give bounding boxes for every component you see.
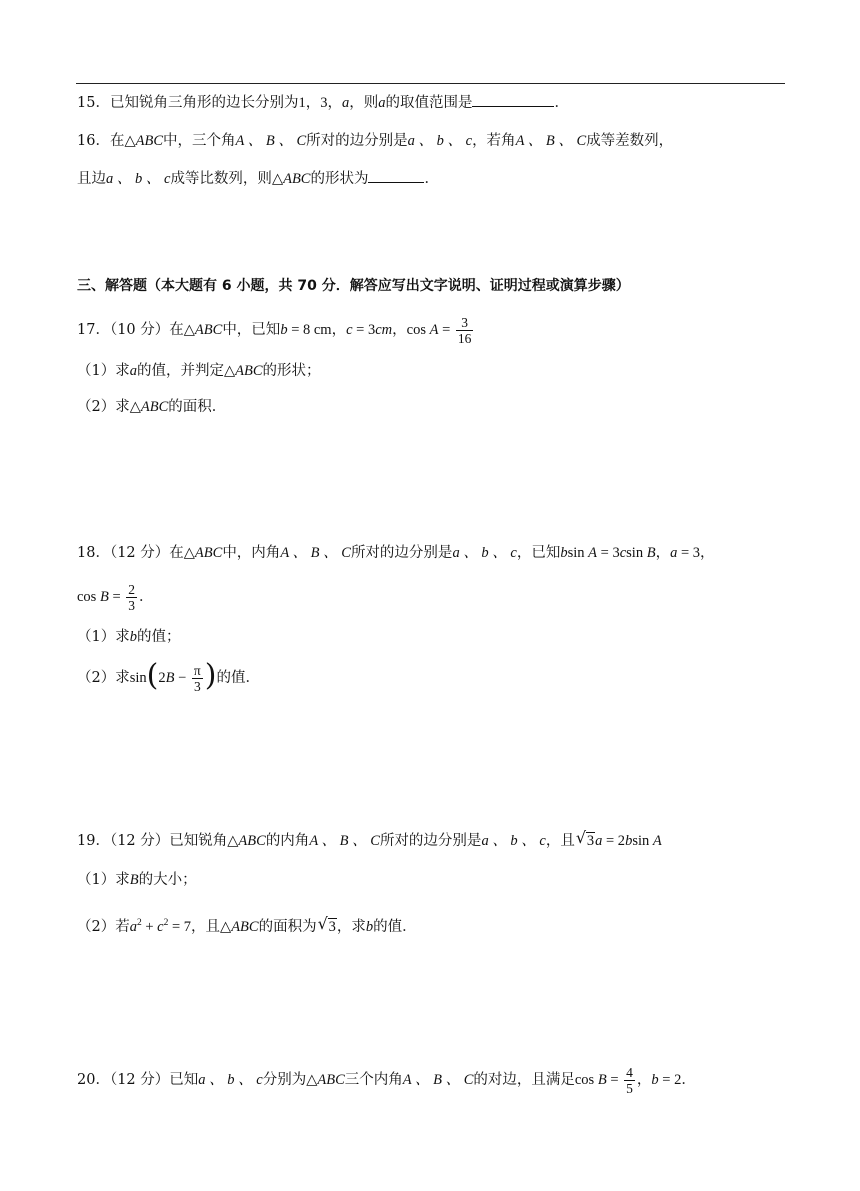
question-17-part-2: （2）求△ABC的面积． xyxy=(77,399,227,415)
question-number: 17． xyxy=(77,322,110,338)
question-16-line-2: 且边a 、 b 、 c成等比数列，则△ABC的形状为 ． xyxy=(77,168,439,189)
question-18-part-1: （1）求b的值； xyxy=(77,629,181,645)
fraction: $\frac{\pi}{3}$ xyxy=(193,662,201,694)
section-heading: 三、解答题（本大题有 6 小题，共 70 分．解答应写出文字说明、证明过程或演算步骤） xyxy=(77,278,630,294)
sqrt: √ 3 xyxy=(319,917,337,937)
question-number: 16． xyxy=(77,133,110,149)
question-15: 15．已知锐角三角形的边长分别为1，3，a，则a的取值范围是 ． xyxy=(77,92,569,113)
question-number: 20． xyxy=(77,1072,110,1088)
sqrt: √ 3 xyxy=(577,831,595,851)
left-paren: ( xyxy=(146,658,159,693)
question-19: 19．（12 分）已知锐角△ABC的内角A 、 B 、 C所对的边分别是a 、 b 、 c，且√ 3a = 2bsin A xyxy=(77,831,662,851)
question-17-part-1: （1）求a的值，并判定△ABC的形状； xyxy=(77,363,321,379)
question-18-part-2: （2）求sin(2B − $\frac{\pi}{3}$ )的值． xyxy=(77,658,260,694)
question-17: 17．（10 分）在△ABC中，已知b = 8 cm，c = 3cm，cos A = $\frac{3}{16}$ xyxy=(77,314,472,346)
answer-blank[interactable] xyxy=(472,92,554,107)
question-19-part-2: （2）若$a^2 + c^2 = 7$，且△ABC的面积为√ 3，求b的值． xyxy=(77,913,417,937)
fraction: $\frac{2}{3}$ xyxy=(128,581,136,613)
question-16: 16．在△ABC中，三个角A 、 B 、 C所对的边分别是a 、 b 、 c，若角A 、 B 、 C成等差数列， xyxy=(77,133,674,149)
question-number: 18． xyxy=(77,545,110,561)
header-rule xyxy=(76,83,785,84)
question-number: 15． xyxy=(77,95,110,111)
question-19-part-1: （1）求B的大小； xyxy=(77,872,197,888)
fraction: $\frac{3}{16}$ xyxy=(457,314,472,346)
question-18: 18．（12 分）在△ABC中，内角A 、 B 、 C所对的边分别是a 、 b 、 c，已知bsin A = 3csin B，a = 3， xyxy=(77,545,715,561)
question-18-line-2: cos B = $\frac{2}{3}$ ． xyxy=(77,581,154,613)
right-paren: ) xyxy=(204,658,217,693)
fraction: $\frac{4}{5}$ xyxy=(626,1064,633,1096)
answer-blank[interactable] xyxy=(368,168,424,183)
question-number: 19． xyxy=(77,833,110,849)
question-20: 20．（12 分）已知a 、 b 、 c分别为△ABC三个内角A 、 B 、 C的对边，且满足cos B = $\frac{4}{5}$ ，b = 2． xyxy=(77,1064,696,1096)
